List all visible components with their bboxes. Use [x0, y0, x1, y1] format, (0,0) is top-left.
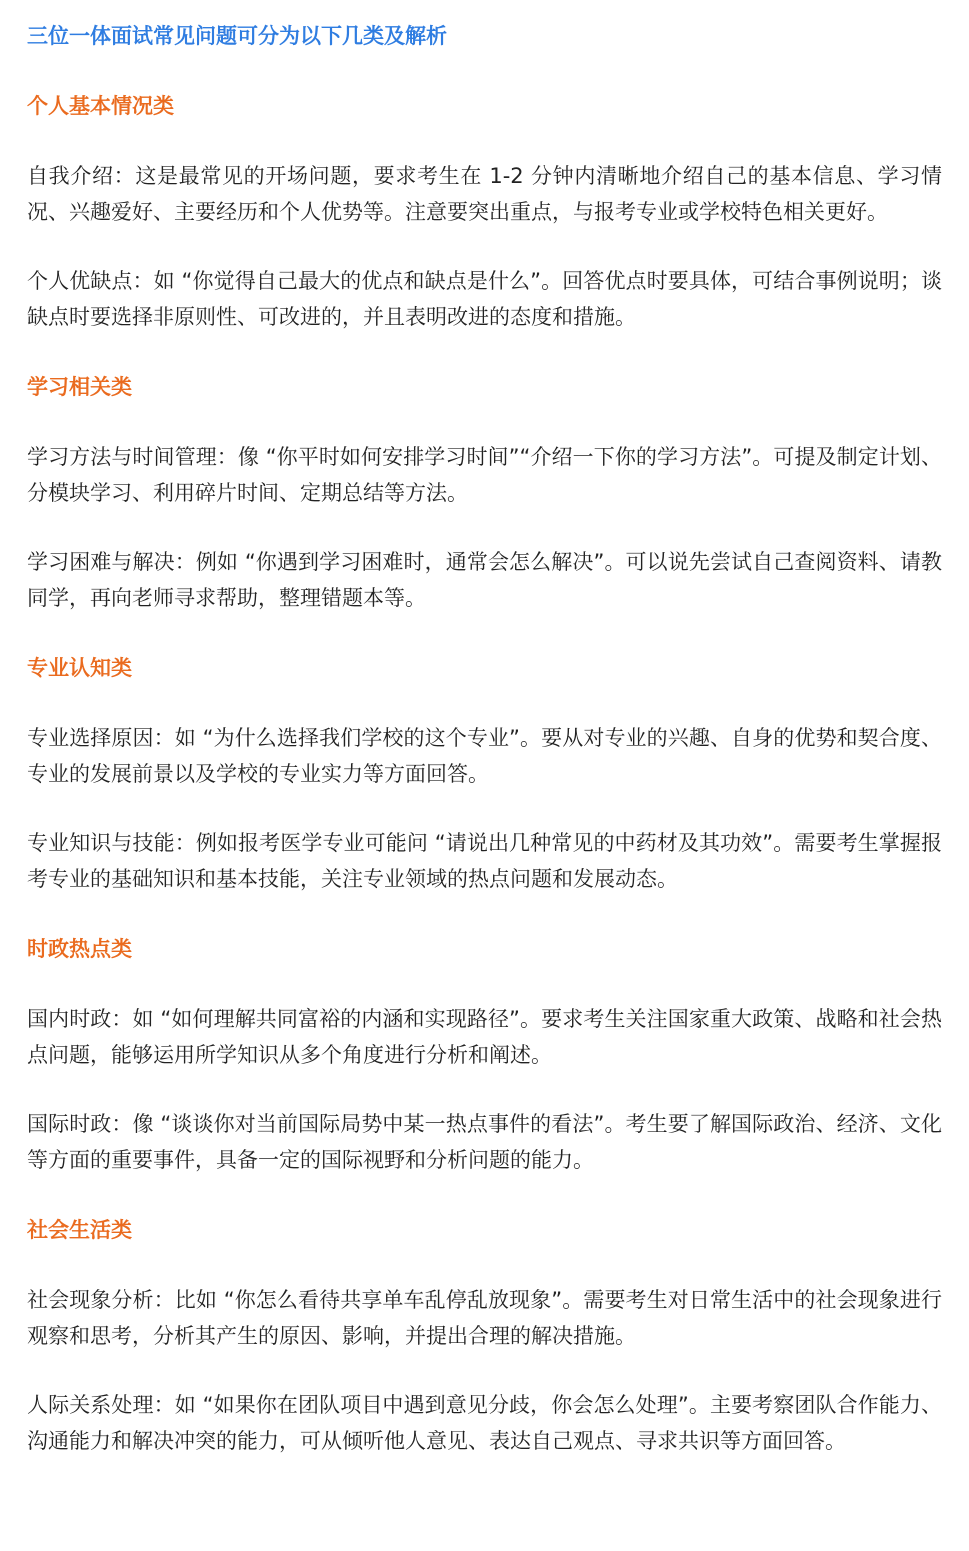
section-personal-info	[27, 88, 942, 335]
paragraph: 社会现象分析：比如 “你怎么看待共享单车乱停乱放现象”。需要考生对日常生活中的社会现象进行观察和思考，分析其产生的原因、影响，并提出合理的解决措施。	[27, 1288, 942, 1348]
section-heading: 时政热点类	[27, 937, 132, 961]
paragraph: 国际时政：像 “谈谈你对当前国际局势中某一热点事件的看法”。考生要了解国际政治、经济、文化等方面的重要事件，具备一定的国际视野和分析问题的能力。	[27, 1112, 942, 1172]
paragraph: 国内时政：如 “如何理解共同富裕的内涵和实现路径”。要求考生关注国家重大政策、战略和社会热点问题，能够运用所学知识从多个角度进行分析和阐述。	[27, 1007, 942, 1067]
section-social-life	[27, 1212, 942, 1459]
section-major	[27, 650, 942, 897]
paragraph: 专业知识与技能：例如报考医学专业可能问 “请说出几种常见的中药材及其功效”。需要考生掌握报考专业的基础知识和基本技能，关注专业领域的热点问题和发展动态。	[27, 831, 942, 891]
paragraph: 学习方法与时间管理：像 “你平时如何安排学习时间”“介绍一下你的学习方法”。可提及制定计划、分模块学习、利用碎片时间、定期总结等方法。	[27, 445, 942, 505]
section-heading: 专业认知类	[27, 656, 132, 680]
paragraph: 自我介绍：这是最常见的开场问题，要求考生在 1-2 分钟内清晰地介绍自己的基本信息、学习情况、兴趣爱好、主要经历和个人优势等。注意要突出重点，与报考专业或学校特色相关更好。	[27, 164, 942, 224]
section-study	[27, 369, 942, 616]
paragraph: 个人优缺点：如 “你觉得自己最大的优点和缺点是什么”。回答优点时要具体，可结合事例说明；谈缺点时要选择非原则性、可改进的，并且表明改进的态度和措施。	[27, 269, 942, 329]
section-current-affairs	[27, 931, 942, 1178]
section-heading: 学习相关类	[27, 375, 132, 399]
paragraph: 人际关系处理：如 “如果你在团队项目中遇到意见分歧，你会怎么处理”。主要考察团队合作能力、沟通能力和解决冲突的能力，可从倾听他人意见、表达自己观点、寻求共识等方面回答。	[27, 1393, 942, 1453]
paragraph: 专业选择原因：如 “为什么选择我们学校的这个专业”。要从对专业的兴趣、自身的优势和契合度、专业的发展前景以及学校的专业实力等方面回答。	[27, 726, 942, 786]
section-heading: 个人基本情况类	[27, 94, 174, 118]
paragraph: 学习困难与解决：例如 “你遇到学习困难时，通常会怎么解决”。可以说先尝试自己查阅资料、请教同学，再向老师寻求帮助，整理错题本等。	[27, 550, 942, 610]
article-title: 三位一体面试常见问题可分为以下几类及解析	[27, 24, 447, 48]
section-heading: 社会生活类	[27, 1218, 132, 1242]
